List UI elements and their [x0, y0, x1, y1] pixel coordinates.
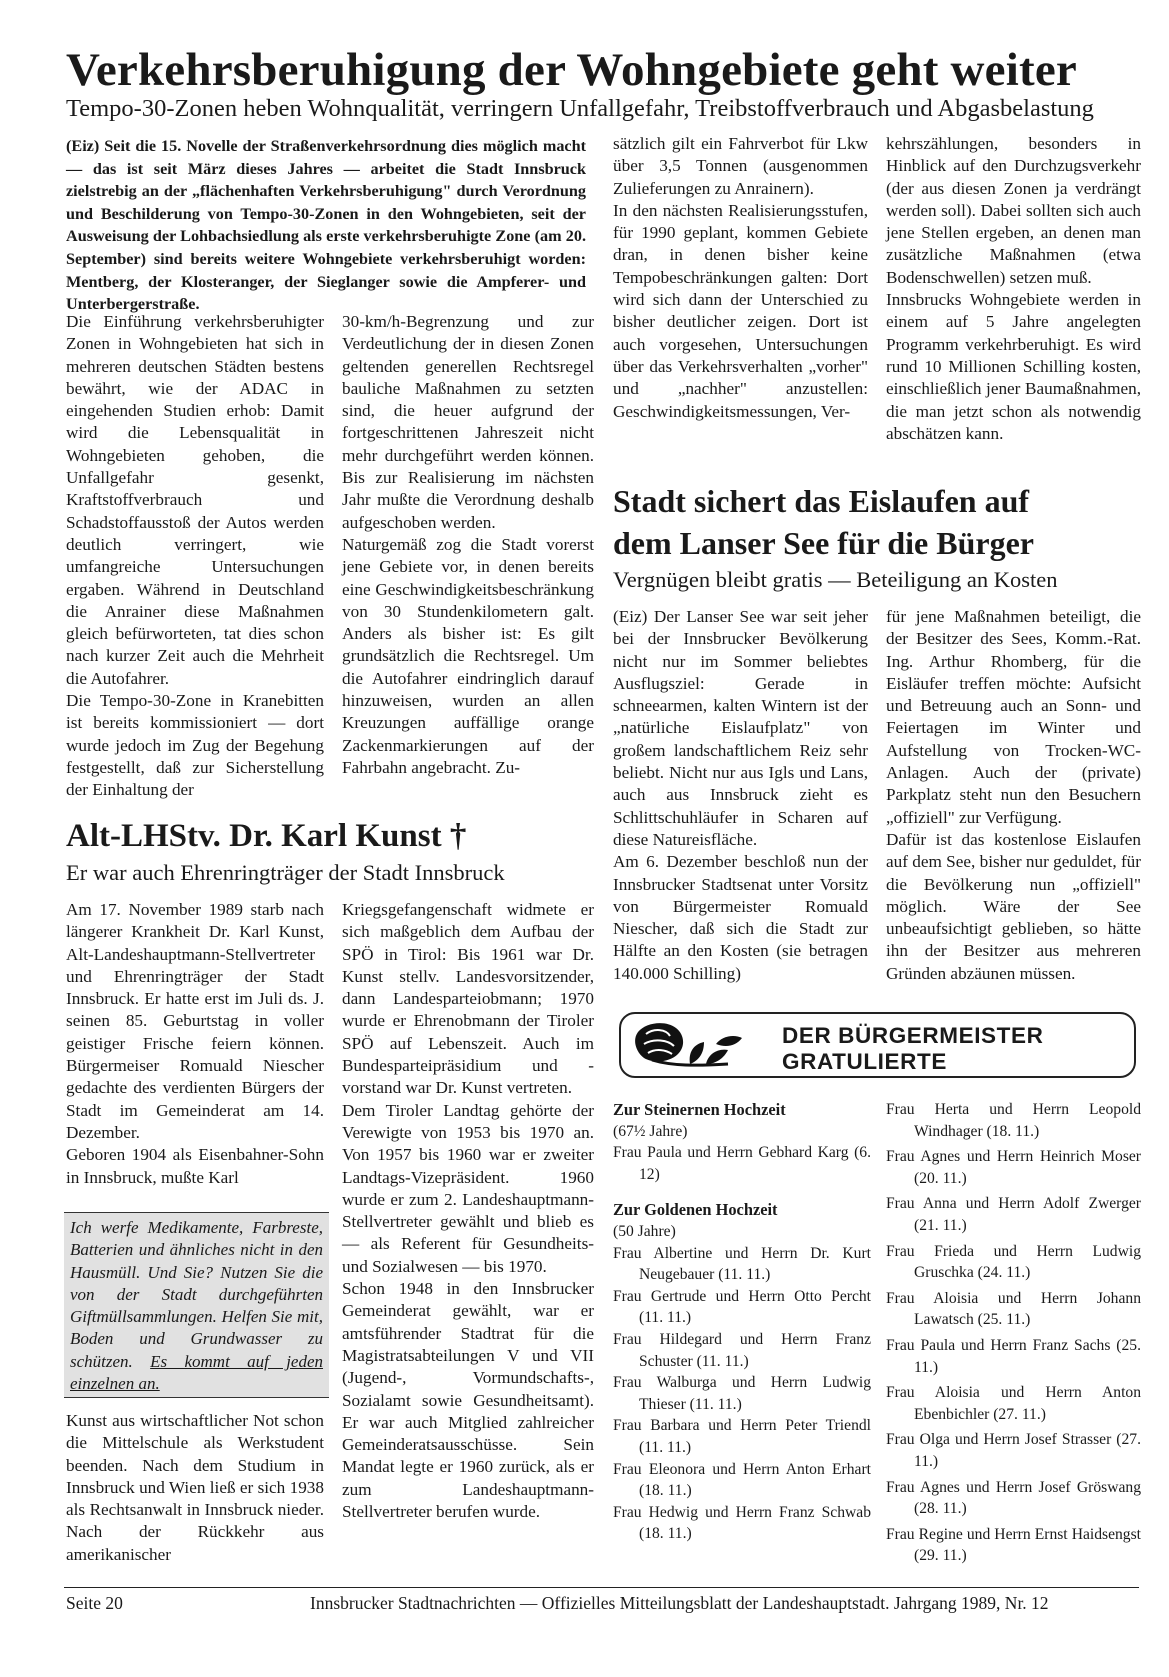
list-item: Frau Herta und Herrn Leopold Windhager (18. 11.) — [886, 1101, 1141, 1140]
list-item: Frau Anna und Herrn Adolf Zwerger (21. 11.) — [886, 1195, 1141, 1234]
article1-column-2 — [342, 311, 594, 779]
list-item: Frau Aloisia und Herrn Anton Ebenbichler (27. 11.) — [886, 1384, 1141, 1423]
article2-column-1-continued — [66, 1410, 324, 1566]
headline-ice-skating-line-1: Stadt sichert das Eislaufen auf — [613, 483, 1030, 519]
paragraph: Dafür ist das kostenlose Eislaufen auf dem See, bisher nur geduldet, für die Bevölkerung nun „offiziell" möglich. Wäre der See unbeaufsichtigt geblieben, so hätte ihn der Besitzer aus mehreren Gründen abzäunen müssen. — [886, 829, 1141, 983]
paragraph: kehrszählungen, besonders in Hinblick auf den Durchzugsverkehr (der aus diesen Zonen ja verdrängt werden soll). Dabei sollten sich auch jene Stellen ergeben, an denen man zusätzliche Maßnahmen (etwa Bodenschwellen) setzen muß. — [886, 134, 1141, 287]
paragraph: Kunst aus wirtschaftlicher Not schon die Mittelschule als Werkstudent beenden. Nach dem Studium in Innsbruck und Wien ließ er sich 1938 als Rechtsanwalt in Innsbruck nieder. Nach der Rückkehr aus amerikanischer — [66, 1411, 324, 1564]
list-item: Frau Eleonora und Herrn Anton Erhart (18. 11.) — [613, 1460, 871, 1500]
paragraph: Naturgemäß zog die Stadt vorerst jene Gebiete vor, in denen bereits eine Geschwindigkeitsbeschränkung von 30 Stundenkilometern galt. Anders als bisher ist: Es gilt grundsätzlich die Rechtsregel. Um die Autofahrer eindringlich darauf hinzuweisen, wurden an allen Kreuzungen auffällige orange Zackenmarkierungen auf der Fahrbahn angebracht. Zu- — [342, 534, 594, 777]
paragraph: 30-km/h-Begrenzung und zur Verdeutlichung der in diesen Zonen geltenden generellen Rechtsregel bauliche Maßnahmen zu setzten sind, die heuer aufgrund der fortgeschrittenen Jahreszeit nicht mehr durchgeführt werden können. Bis zur Realisierung im nächsten Jahr mußte die Verordnung deshalb aufgeschoben werden. — [342, 312, 594, 532]
congratulations-title-line-1: DER BÜRGERMEISTER — [782, 1023, 1044, 1048]
list-item: Frau Agnes und Herrn Heinrich Moser (20. 11.) — [886, 1148, 1141, 1187]
list-item: Frau Gertrude und Herrn Otto Percht (11. 11.) — [613, 1287, 871, 1327]
notice-closing: Es kommt auf jeden einzelnen an. — [70, 1351, 324, 1394]
section-years: (50 Jahre) — [613, 1222, 676, 1240]
paragraph: sätzlich gilt ein Fahrverbot für Lkw über 3,5 Tonnen (ausgenommen Zulieferungen zu Anrainern). — [613, 134, 868, 198]
list-item: Frau Paula und Herrn Franz Sachs (25. 11.) — [886, 1336, 1141, 1376]
list-item: Frau Walburga und Herrn Ludwig Thieser (11. 11.) — [613, 1374, 871, 1413]
section-title-stone-wedding: Zur Steinernen Hochzeit — [613, 1100, 786, 1119]
article3-column-1 — [613, 606, 868, 985]
article1-column-1 — [66, 311, 324, 802]
congratulations-title — [782, 1023, 1043, 1075]
rose-icon — [632, 1020, 750, 1074]
headline-ice-skating-line-2: dem Lanser See für die Bürger — [613, 525, 1034, 561]
list-item: Frau Paula und Herrn Gebhard Karg (6. 12) — [613, 1144, 871, 1183]
lead-paragraph: (Eiz) Seit die 15. Novelle der Straßenverkehrsordnung dies möglich macht — das ist seit März dieses Jahres — arbeitet die Stadt Innsbruck zielstrebig an der „flächenhaften Verkehrsberuhigung" durch Verordnung und Beschilderung von Tempo-30-Zonen in den Wohngebieten, seit der Ausweisung der Lohbachsiedlung als erste verkehrsberuhigte Zone (am 20. September) sind bereits weitere Wohngebiete verkehrsberuhigt worden: Mentberg, der Klosteranger, der Sieglanger sowie die Ampferer- und Unterbergerstraße. — [66, 137, 586, 314]
paragraph: Geboren 1904 als Eisenbahner-Sohn in Innsbruck, mußte Karl — [66, 1145, 324, 1187]
article2-column-2 — [342, 899, 594, 1523]
list-item: Frau Olga und Herrn Josef Strasser (27. 11.) — [886, 1431, 1141, 1470]
headline-obituary: Alt-LHStv. Dr. Karl Kunst † — [66, 818, 467, 854]
paragraph: Kriegsgefangenschaft widmete er sich maßgeblich dem Aufbau der SPÖ in Tirol: Bis 1961 war Dr. Kunst stellv. Landesvorsitzender, dann Landesparteiobmann; 1970 wurde er Ehrenobmann der Tiroler SPÖ auf Lebenszeit. Auch im Bundesparteipräsidium und -vorstand war Dr. Kunst vertreten. — [342, 900, 594, 1098]
page-number: Seite 20 — [66, 1593, 123, 1613]
section-years: (67½ Jahre) — [613, 1122, 688, 1140]
list-item: Frau Frieda und Herrn Ludwig Gruschka (24. 11.) — [886, 1242, 1141, 1282]
paragraph: Schon 1948 in den Innsbrucker Gemeinderat gewählt, war er amtsführender Stadtrat für die Magistratsabteilungen V und VII (Jugend-, Vormundschafts-, Sozialamt sowie Gesundheitsamt). Er war auch Mitglied zahlreicher Gemeinderatsausschüsse. Sein Mandat legte er 1960 zurück, als er zum Landeshauptmann-Stellvertreter berufen wurde. — [342, 1279, 594, 1522]
notice-box-hazardous-waste — [64, 1212, 329, 1398]
congratulations-column-2 — [886, 1099, 1141, 1571]
paragraph: Innsbrucks Wohngebiete werden in einem auf 5 Jahre angelegten Programm verkehrberuhigt. Es wird rund 10 Millionen Schilling kosten, einschließlich jener Baumaßnahmen, die man jetzt schon als notwendig abschätzen kann. — [886, 290, 1141, 443]
notice-body: Ich werfe Medikamente, Farbreste, Batterien und ähnliches nicht in den Hausmüll. Und Sie? Nutzen Sie die von der Stadt durchgeführten Giftmüllsammlungen. Helfen Sie mit, Boden und Grundwasser zu schützen. — [70, 1218, 323, 1371]
list-item: Frau Aloisia und Herrn Johann Lawatsch (25. 11.) — [886, 1289, 1141, 1329]
list-item: Frau Barbara und Herrn Peter Triendl (11. 11.) — [613, 1417, 871, 1456]
notice-text — [64, 1213, 329, 1395]
congratulations-title-line-2: GRATULIERTE — [782, 1049, 947, 1074]
publication-info: Innsbrucker Stadtnachrichten — Offizielles Mitteilungsblatt der Landeshauptstadt. Jahrgang 1989, Nr. 12 — [310, 1593, 1049, 1613]
article2-column-1 — [66, 899, 324, 1189]
list-item: Frau Hedwig und Herrn Franz Schwab (18. 11.) — [613, 1503, 871, 1543]
paragraph: (Eiz) Der Lanser See war seit jeher bei der Innsbrucker Bevölkerung nicht nur im Sommer beliebtes Ausflugsziel: Gerade in schneearmen, kalten Wintern ist der „natürliche Eislaufplatz" von großem landschaftlichem Reiz sehr beliebt. Nicht nur aus Igls und Lans, auch aus Innsbruck zieht es Schlittschuhläufer in Scharen auf diese Natureisfläche. — [613, 607, 868, 849]
paragraph: Die Tempo-30-Zone in Kranebitten ist bereits kommissioniert — dort wurde jedoch im Zug der Begehung festgestellt, daß zur Sicherstellung der Einhaltung der — [66, 691, 324, 800]
subheadline-obituary: Er war auch Ehrenringträger der Stadt Innsbruck — [66, 860, 505, 885]
paragraph: Die Einführung verkehrsberuhigter Zonen in Wohngebieten hat sich in mehreren deutschen Städten bestens bewährt, wie der ADAC in eingehenden Studien erhob: Damit wird die Lebensqualität in Wohngebieten gehoben, die Unfallgefahr gesenkt, Kraftstoffverbrauch und Schadstoffausstoß der Autos werden deutlich verringert, wie umfangreiche Untersuchungen ergaben. Während in Deutschland die Anrainer diese Maßnahmen gleich befürworteten, tat dies schon nach kurzer Zeit auch die Mehrheit die Autofahrer. — [66, 312, 324, 688]
article1-column-3 — [613, 133, 868, 423]
congratulations-column-1 — [613, 1099, 871, 1545]
paragraph: Am 6. Dezember beschloß nun der Innsbrucker Stadtsenat unter Vorsitz von Bürgermeister Romuald Niescher, daß sich die Stadt zur Hälfte an den Kosten (sie betragen 140.000 Schilling) — [613, 852, 868, 983]
subheadline-traffic-calming: Tempo-30-Zonen heben Wohnqualität, verringern Unfallgefahr, Treibstoffverbrauch und Abgasbelastung — [66, 95, 1094, 122]
list-item: Frau Albertine und Herrn Dr. Kurt Neugebauer (11. 11.) — [613, 1244, 871, 1284]
list-item: Frau Hildegard und Herrn Franz Schuster (11. 11.) — [613, 1330, 871, 1370]
article3-column-2 — [886, 606, 1141, 985]
subheadline-ice-skating: Vergnügen bleibt gratis — Beteiligung an Kosten — [613, 567, 1058, 592]
list-item: Frau Agnes und Herrn Josef Gröswang (28. 11.) — [886, 1478, 1141, 1518]
list-item: Frau Regine und Herrn Ernst Haidsengst (29. 11.) — [886, 1525, 1141, 1565]
article1-column-4 — [886, 133, 1141, 445]
footer-divider — [64, 1587, 1139, 1588]
section-title-golden-wedding: Zur Goldenen Hochzeit — [613, 1200, 778, 1220]
paragraph: Am 17. November 1989 starb nach längerer Krankheit Dr. Karl Kunst, Alt-Landeshauptmann-Stellvertreter und Ehrenringträger der Stadt Innsbruck. Er hatte erst im Juli ds. J. seinen 85. Geburtstag in voller geistiger Frische feiern können. Bürgermeiser Romuald Niescher gedachte des verdienten Bürgers der Stadt im Gemeinderat am 14. Dezember. — [66, 900, 324, 1142]
paragraph: In den nächsten Realisierungsstufen, für 1990 geplant, kommen Gebiete dran, in denen bisher keine Tempobeschränkungen galten: Dort wird sich dann der Unterschied zu bisher deutlicher zeigen. Dort ist auch vorgesehen, Untersuchungen über das Verkehrsverhalten „vorher" und „nachher" anzustellen: Geschwindigkeitsmessungen, Ver- — [613, 200, 868, 421]
paragraph: für jene Maßnahmen beteiligt, die der Besitzer des Sees, Komm.-Rat. Ing. Arthur Rhomberg, für die Eisläufer treffen möchte: Aufsicht und Betreuung auch an Sonn- und Feiertagen im Winter und Aufstellung von Trocken-WC-Anlagen. Auch der (private) Parkplatz steht nun den Besuchern „offiziell" zur Verfügung. — [886, 607, 1141, 827]
paragraph: Dem Tiroler Landtag gehörte der Verewigte von 1953 bis 1970 an. Von 1957 bis 1960 war er zweiter Landtags-Vizepräsident. 1960 wurde er zum 2. Landeshauptmann-Stellvertreter gewählt und blieb es — als Referent für Gesundheits- und Sozialwesen — bis 1970. — [342, 1100, 594, 1276]
headline-traffic-calming: Verkehrsberuhigung der Wohngebiete geht weiter — [66, 44, 1077, 96]
